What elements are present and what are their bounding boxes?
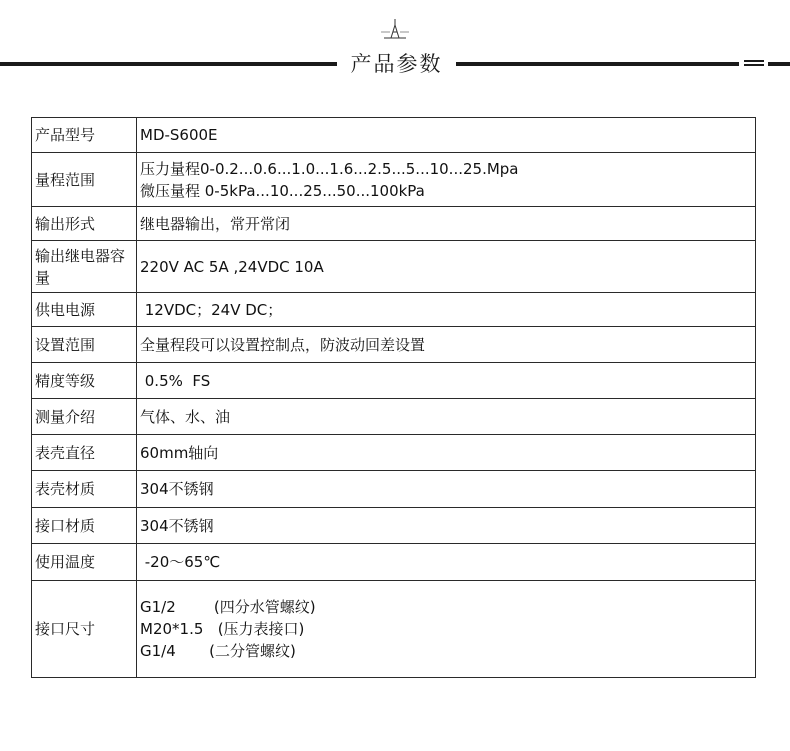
table-row (32, 207, 756, 241)
table-row (32, 118, 756, 153)
row-value-line: 12VDC；24V DC； (140, 300, 283, 319)
header-rule-left (0, 62, 337, 66)
row-value (137, 363, 756, 399)
table-row (32, 153, 756, 207)
row-label: 输出继电器容量 (32, 241, 137, 293)
spec-table-body (32, 118, 756, 678)
table-row (32, 471, 756, 508)
row-value-line: 304不锈钢 (140, 516, 214, 535)
row-label: 使用温度 (32, 544, 137, 581)
row-label: 设置范围 (32, 327, 137, 363)
row-value (137, 435, 756, 471)
table-row (32, 435, 756, 471)
row-value-line: 304不锈钢 (140, 480, 214, 498)
row-value (137, 293, 756, 327)
table-row (32, 581, 756, 678)
row-value-line: MD-S600E (140, 126, 218, 144)
row-value-line: -20～65℃ (140, 553, 221, 571)
header-end-ornament (744, 60, 764, 68)
row-value-line: M20*1.5 (压力表接口) (140, 620, 305, 638)
row-label: 表壳材质 (32, 471, 137, 508)
tower-emblem-icon (380, 17, 410, 43)
row-label: 接口材质 (32, 508, 137, 544)
row-value-line: 220V AC 5A ,24VDC 10A (140, 257, 324, 276)
row-value (137, 581, 756, 678)
row-value-line: 继电器输出，常开常闭 (140, 214, 291, 233)
row-value (137, 399, 756, 435)
row-value-line: 0.5% FS (140, 371, 211, 390)
row-value (137, 544, 756, 581)
header-end-bar (768, 62, 790, 66)
table-row (32, 327, 756, 363)
row-value (137, 508, 756, 544)
row-label: 量程范围 (32, 153, 137, 207)
row-value (137, 241, 756, 293)
row-label: 接口尺寸 (32, 581, 137, 678)
table-row (32, 508, 756, 544)
row-value-line: 60mm轴向 (140, 443, 219, 462)
row-label: 供电电源 (32, 293, 137, 327)
row-value (137, 153, 756, 207)
table-row (32, 241, 756, 293)
row-value-line: 全量程段可以设置控制点，防波动回差设置 (140, 335, 426, 354)
table-row (32, 293, 756, 327)
spec-table (31, 117, 756, 678)
row-label: 产品型号 (32, 118, 137, 153)
row-label: 输出形式 (32, 207, 137, 241)
table-row (32, 544, 756, 581)
row-value (137, 471, 756, 508)
section-header (0, 0, 790, 100)
row-label: 测量介绍 (32, 399, 137, 435)
row-value-line: 气体、水、油 (140, 407, 231, 426)
row-value-line: 微压量程 0-5kPa...10...25...50...100kPa (140, 181, 425, 200)
row-value (137, 327, 756, 363)
row-value-line: G1/2 (四分水管螺纹) (140, 598, 316, 616)
row-value-line: 压力量程0-0.2...0.6...1.0...1.6...2.5...5...10...25.Mpa (140, 159, 519, 178)
row-label: 精度等级 (32, 363, 137, 399)
row-value (137, 207, 756, 241)
table-row (32, 363, 756, 399)
row-label: 表壳直径 (32, 435, 137, 471)
table-row (32, 399, 756, 435)
row-value (137, 118, 756, 153)
header-rule-right (456, 62, 739, 66)
row-value-line: G1/4 (二分管螺纹) (140, 642, 296, 660)
section-title: 产品参数 (350, 52, 443, 76)
